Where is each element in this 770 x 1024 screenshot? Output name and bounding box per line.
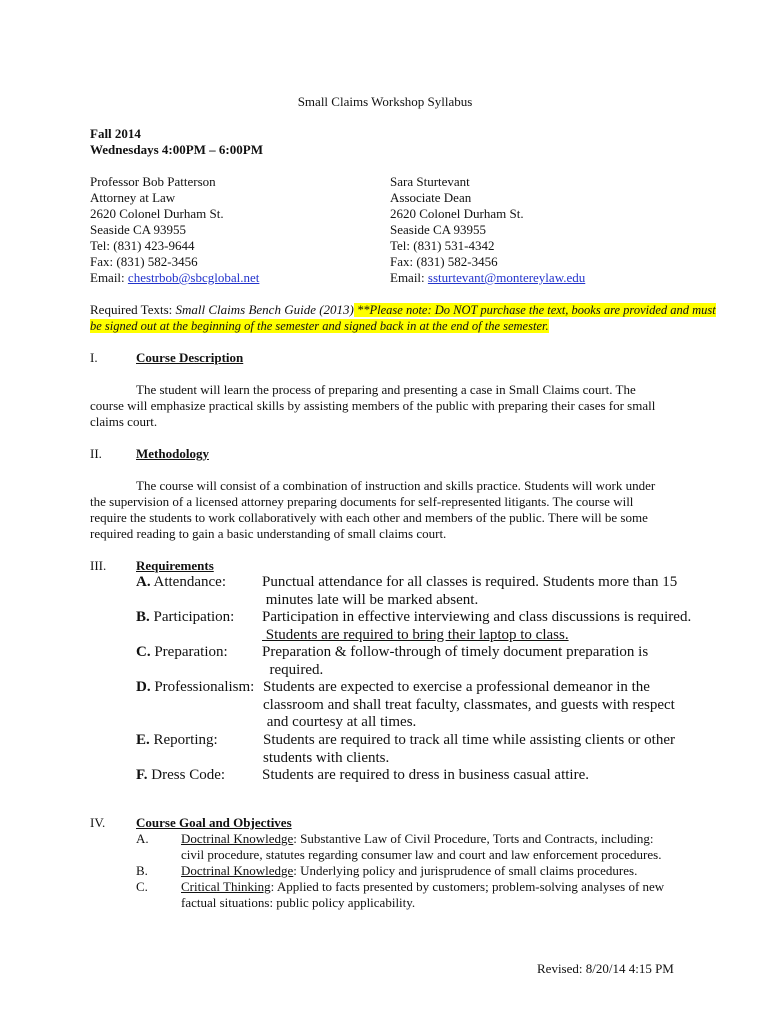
section-numeral: I. <box>90 350 98 365</box>
email-label: Email: <box>90 270 128 285</box>
paragraph-line: The course will consist of a combination of instruction and skills practice. Students will work under <box>136 478 656 493</box>
requirement-text-line: Punctual attendance for all classes is required. Students more than 15 <box>262 574 678 590</box>
requirement-name: Participation: <box>149 609 235 625</box>
contact-tel: Tel: (831) 531-4342 <box>390 238 495 253</box>
requirement-text-line: required. <box>262 661 324 678</box>
contact-fax: Fax: (831) 582-3456 <box>90 254 198 269</box>
requirement-name: Attendance: <box>150 574 226 590</box>
requirement-label <box>136 574 226 592</box>
objective-text: : Applied to facts presented by customers; problem-solving analyses of new <box>270 879 665 894</box>
requirement-label <box>136 732 218 750</box>
requirement-label <box>136 609 234 627</box>
requirement-letter: A. <box>136 574 151 590</box>
schedule: Wednesdays 4:00PM – 6:00PM <box>90 142 263 157</box>
requirement-text <box>262 609 691 644</box>
requirement-label <box>136 679 254 697</box>
revised-date: Revised: 8/20/14 4:15 PM <box>537 961 674 976</box>
contact-name: Professor Bob Patterson <box>90 174 216 189</box>
required-book-title: Small Claims Bench Guide (2013) <box>175 302 354 317</box>
requirement-text-line: students with clients. <box>263 749 390 766</box>
contact-address-line2: Seaside CA 93955 <box>390 222 487 237</box>
requirement-letter: D. <box>136 679 151 695</box>
objective-term: Doctrinal Knowledge <box>181 831 294 846</box>
contact-email-row <box>390 270 585 286</box>
section-heading-requirements: Requirements <box>136 558 214 573</box>
requirement-text-line: Participation in effective interviewing and class discussions is required. <box>262 609 692 625</box>
requirement-text-line: Preparation & follow-through of timely document preparation is <box>262 644 649 660</box>
requirement-text <box>262 767 589 785</box>
objective-letter: C. <box>136 879 148 894</box>
contact-address-line1: 2620 Colonel Durham St. <box>90 206 224 221</box>
requirement-letter: B. <box>136 609 150 625</box>
contact-address-line2: Seaside CA 93955 <box>90 222 187 237</box>
required-texts-line1 <box>90 302 716 318</box>
section-heading-course-goals: Course Goal and Objectives <box>136 815 292 830</box>
email-link[interactable]: chestrbob@sbcglobal.net <box>127 270 260 285</box>
objective-letter: B. <box>136 863 148 878</box>
section-heading-methodology: Methodology <box>136 446 209 461</box>
requirement-name: Dress Code: <box>147 767 226 783</box>
objective-line <box>181 863 637 879</box>
document-title: Small Claims Workshop Syllabus <box>297 94 473 109</box>
objective-line-cont: civil procedure, statutes regarding consumer law and court and law enforcement procedures. <box>181 847 662 862</box>
requirement-text-line: Students are required to dress in business casual attire. <box>262 767 589 783</box>
requirement-text <box>263 732 675 767</box>
contact-role: Associate Dean <box>390 190 472 205</box>
requirement-text <box>262 574 677 609</box>
objective-term: Doctrinal Knowledge <box>181 863 294 878</box>
required-texts-note: **Please note: Do NOT purchase the text, books are provided and must <box>353 303 716 317</box>
requirement-letter: C. <box>136 644 151 660</box>
requirement-name: Professionalism: <box>150 679 255 695</box>
section-numeral: IV. <box>90 815 106 830</box>
contact-address-line1: 2620 Colonel Durham St. <box>390 206 524 221</box>
term: Fall 2014 <box>90 126 141 141</box>
objective-line <box>181 879 664 895</box>
paragraph-line: the supervision of a licensed attorney preparing documents for self-represented litigants. The course will <box>90 494 634 509</box>
requirement-letter: E. <box>136 732 150 748</box>
requirement-name: Reporting: <box>149 732 218 748</box>
paragraph-line: claims court. <box>90 414 158 429</box>
section-numeral: III. <box>90 558 107 573</box>
requirement-text-line: and courtesy at all times. <box>263 714 417 730</box>
objective-text: : Underlying policy and jurisprudence of small claims procedures. <box>293 863 638 878</box>
requirement-text-line: Students are expected to exercise a professional demeanor in the <box>263 679 650 695</box>
section-numeral: II. <box>90 446 102 461</box>
contact-fax: Fax: (831) 582-3456 <box>390 254 498 269</box>
required-texts-note-cont: be signed out at the beginning of the semester and signed back in at the end of the semester. <box>90 319 549 333</box>
objective-line <box>181 831 654 847</box>
contact-professor <box>90 174 259 286</box>
paragraph-line: The student will learn the process of preparing and presenting a case in Small Claims court. The <box>136 382 636 397</box>
contact-role: Attorney at Law <box>90 190 176 205</box>
paragraph-line: course will emphasize practical skills by assisting members of the public with preparing their cases for small <box>90 398 656 413</box>
requirement-text-line-underlined: Students are required to bring their laptop to class. <box>262 626 569 643</box>
requirement-name: Preparation: <box>150 644 228 660</box>
required-texts-label: Required Texts: <box>90 302 176 317</box>
contact-email-row <box>90 270 259 286</box>
requirement-text-line: minutes late will be marked absent. <box>262 591 479 608</box>
requirement-letter: F. <box>136 767 148 783</box>
contact-name: Sara Sturtevant <box>390 174 470 189</box>
email-label: Email: <box>390 270 428 285</box>
contact-dean <box>390 174 585 286</box>
requirement-text <box>262 644 648 679</box>
required-texts-line2 <box>90 318 549 334</box>
objective-line-cont: factual situations: public policy applicability. <box>181 895 416 910</box>
objective-letter: A. <box>136 831 149 846</box>
section-heading-course-description: Course Description <box>136 350 244 365</box>
paragraph-line: require the students to work collaboratively with each other and members of the public. There will be some <box>90 510 648 525</box>
objective-term: Critical Thinking <box>181 879 271 894</box>
contact-tel: Tel: (831) 423-9644 <box>90 238 195 253</box>
requirement-text-line: Students are required to track all time while assisting clients or other <box>263 732 675 748</box>
requirement-label <box>136 644 228 662</box>
email-link[interactable]: ssturtevant@montereylaw.edu <box>427 270 586 285</box>
paragraph-line: required reading to gain a basic understanding of small claims court. <box>90 526 447 541</box>
requirement-text <box>263 679 675 732</box>
requirement-label <box>136 767 225 785</box>
requirement-text-line: classroom and shall treat faculty, classmates, and guests with respect <box>263 696 675 713</box>
objective-text: : Substantive Law of Civil Procedure, Torts and Contracts, including: <box>293 831 654 846</box>
